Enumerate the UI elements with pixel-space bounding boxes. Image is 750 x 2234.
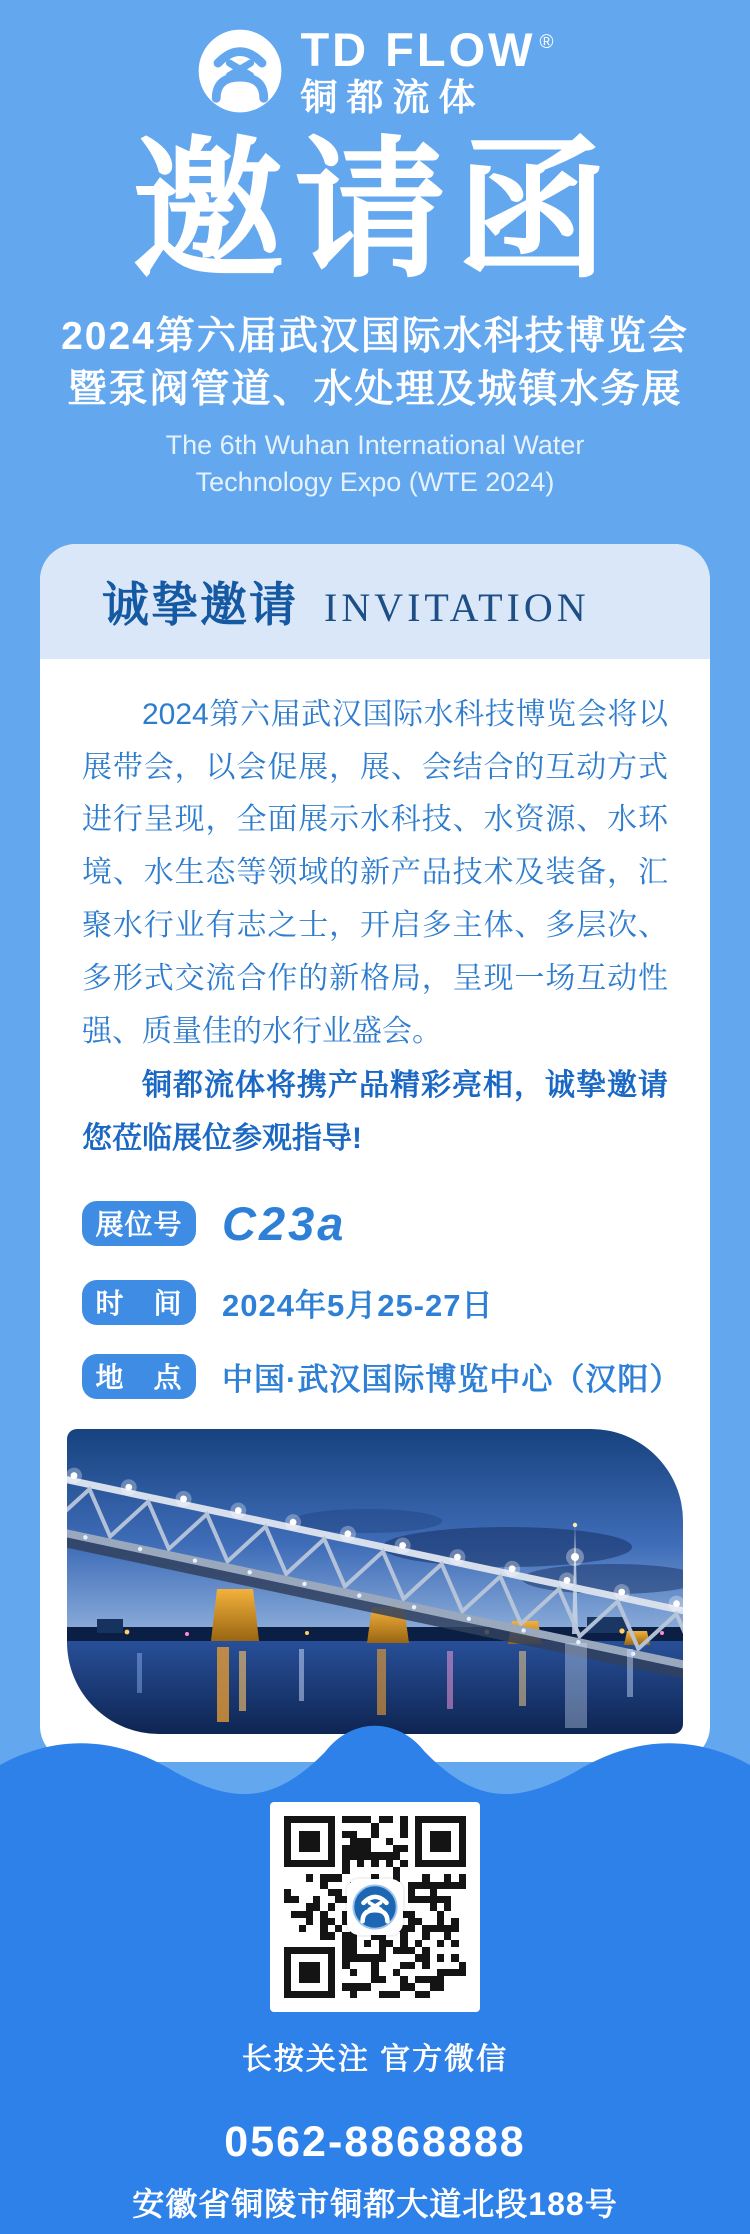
qr-center-logo-icon bbox=[347, 1879, 403, 1935]
brand-text bbox=[300, 23, 554, 118]
info-rows bbox=[82, 1196, 682, 1399]
phone-number: 0562-8868888 bbox=[224, 2118, 526, 2166]
expo-title-cn-line1: 2024第六届武汉国际水科技博览会 bbox=[61, 315, 689, 359]
brand-name-en: TD FLOW bbox=[300, 23, 536, 76]
invitation-paragraph-1: 2024第六届武汉国际水科技博览会将以展带会，以会促展，展、会结合的互动方式进行呈现，全面展示水科技、水资源、水环境、水生态等领域的新产品技术及装备，汇聚水行业有志之士，开启多主体、多层次、多形式交流合作的新格局，呈现一场互动性强、质量佳的水行业盛会。 bbox=[82, 697, 668, 1048]
brand-name-cn: 铜都流体 bbox=[300, 77, 485, 118]
company-address: 安徽省铜陵市铜都大道北段188号 bbox=[132, 2186, 618, 2222]
card-header-title-cn: 诚挚邀请 bbox=[102, 577, 298, 631]
time-value: 2024年5月25-27日 bbox=[222, 1287, 494, 1323]
footer-content bbox=[0, 1690, 750, 2225]
brand-logo bbox=[0, 0, 750, 116]
td-flow-logo-icon bbox=[196, 27, 284, 115]
location-row bbox=[82, 1354, 682, 1399]
card-header bbox=[40, 544, 710, 659]
registered-mark: ® bbox=[539, 32, 554, 53]
card-header-title-en: INVITATION bbox=[324, 584, 590, 630]
card-body bbox=[40, 659, 710, 1166]
expo-title-en-line2: Technology Expo (WTE 2024) bbox=[195, 466, 555, 497]
bridge-night-photo bbox=[67, 1429, 683, 1734]
time-label-badge: 时 间 bbox=[82, 1280, 196, 1325]
qr-caption: 长按关注 官方微信 bbox=[241, 2043, 509, 2076]
location-label-badge: 地 点 bbox=[82, 1354, 196, 1399]
booth-number-value: C23a bbox=[222, 1196, 347, 1250]
invitation-card bbox=[40, 544, 710, 1762]
page-title: 邀请函 bbox=[132, 126, 618, 296]
location-value: 中国·武汉国际博览中心（汉阳） bbox=[222, 1361, 682, 1397]
booth-label-badge: 展位号 bbox=[82, 1201, 196, 1246]
qr-code[interactable] bbox=[270, 1802, 480, 2012]
invitation-paragraph-2: 铜都流体将携产品精彩亮相，诚挚邀请您莅临展位参观指导! bbox=[82, 1069, 668, 1156]
time-row bbox=[82, 1280, 668, 1325]
booth-row bbox=[82, 1196, 668, 1251]
expo-title-cn-line2: 暨泵阀管道、水处理及城镇水务展 bbox=[67, 367, 683, 411]
footer-section bbox=[0, 1690, 750, 2234]
expo-title-en-line1: The 6th Wuhan International Water bbox=[165, 429, 585, 460]
